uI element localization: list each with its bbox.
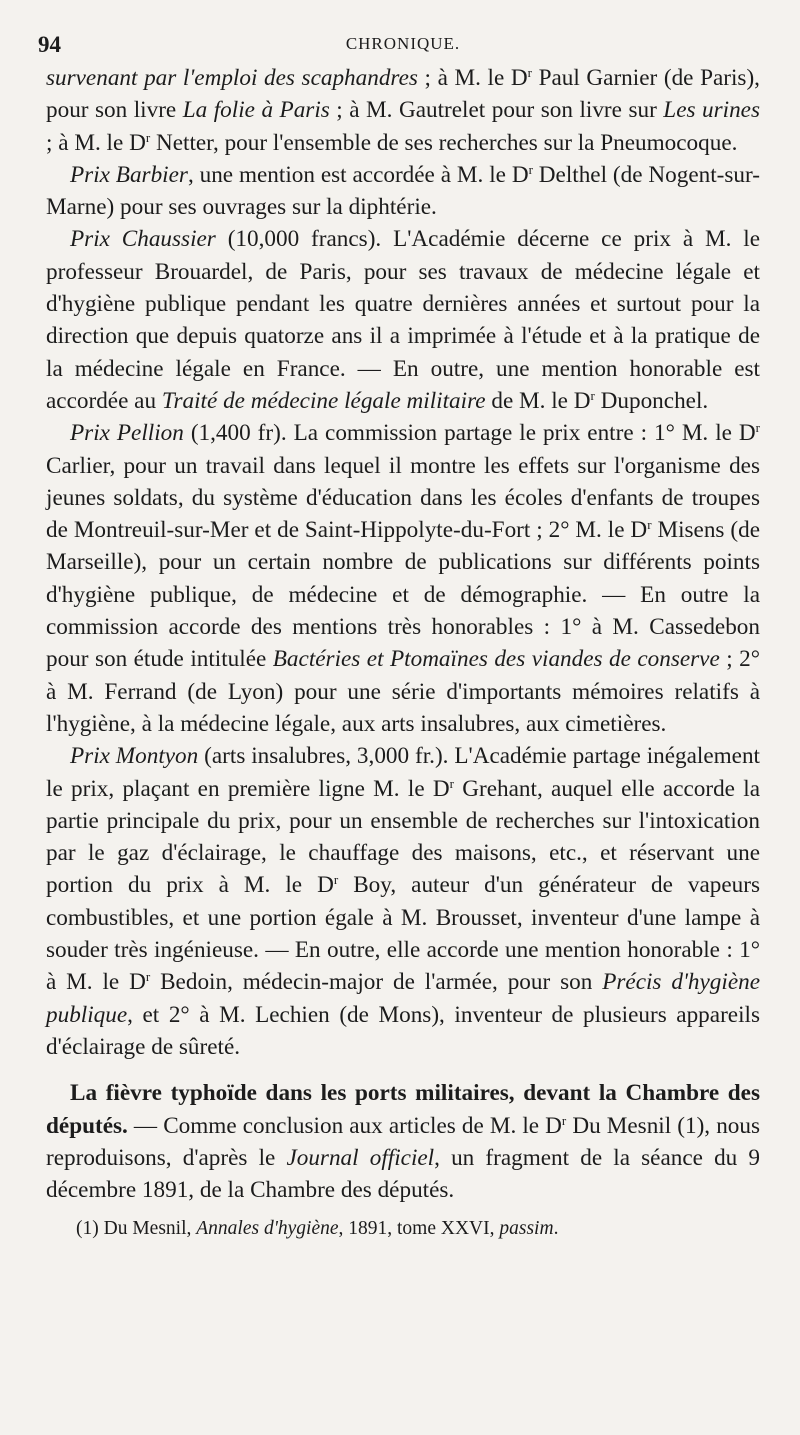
text-run: Grehant, auquel elle accorde la partie principale du prix, pour un ensemble de recherches sur l'intoxication par le gaz d'éclairage, le chauffage des maisons, etc., et réservant une portion du prix à M. le D xyxy=(46,775,760,899)
text-run: (1) Du Mesnil, xyxy=(76,1218,197,1240)
italic-text: Prix Montyon xyxy=(70,743,199,770)
superscript: r xyxy=(527,65,532,80)
text-run: , un fragment de la séance du 9 décembre 1891, de la Chambre des députés. xyxy=(46,1144,760,1204)
page-number: 94 xyxy=(38,32,61,57)
text-run: , et 2° à M. Lechien (de Mons), inventeur de plusieurs appareils d'éclairage de sûreté. xyxy=(46,1001,760,1060)
superscript: r xyxy=(647,517,652,533)
italic-text: Bactéries et Ptomaïnes des viandes de conserve xyxy=(272,646,720,673)
paragraph xyxy=(46,62,760,159)
italic-text: passim xyxy=(499,1218,554,1240)
text-run: — Comme conclusion aux articles de M. le D xyxy=(127,1112,562,1139)
text-run: de M. le D xyxy=(485,387,591,414)
italic-text: Prix Pellion xyxy=(70,420,184,447)
italic-text: La folie à Paris xyxy=(182,97,330,124)
text-run: (arts insalubres, 3,000 fr.). L'Académie partage inégalement le prix, plaçant en première ligne M. le D xyxy=(46,743,760,802)
text-run: Delthel (de Nogent-sur-Marne) pour ses ouvrages sur la diphtérie. xyxy=(46,161,760,221)
superscript: r xyxy=(590,387,595,403)
bold-heading: La fièvre typhoïde dans les ports militaires, devant la Chambre des députés. xyxy=(46,1080,760,1139)
running-title: CHRONIQUE. xyxy=(345,34,461,53)
paragraph xyxy=(46,223,760,417)
superscript: r xyxy=(528,161,533,177)
text-run: Carlier, pour un travail dans lequel il montre les effets sur l'organisme des jeunes soldats, du système d'éducation dans les écoles d'enfants de troupes de Montreuil-sur-Mer et de Saint-Hippolyte-du-Fort ; 2° M. le D xyxy=(46,452,760,544)
italic-text: survenant par l'emploi des scaphandres xyxy=(46,65,418,91)
italic-text: Prix Barbier xyxy=(70,161,188,188)
text-run: . xyxy=(553,1218,559,1240)
text-run: (1,400 fr). La commission partage le prix entre : 1° M. le D xyxy=(183,420,756,447)
section-paragraph xyxy=(46,1077,760,1206)
superscript: r xyxy=(145,129,151,145)
italic-text: Traité de médecine légale militaire xyxy=(161,387,486,414)
text-run: Misens (de Marseille), pour un certain nombre de publications sur différents points d'hygiène publique, de médecine et de démographie. — En outre la commission accorde des mentions très honorables : 1° à M. Cassedebon pour son étude intitulée xyxy=(46,517,760,673)
italic-text: Précis d'hygiène publique xyxy=(46,969,760,1028)
page-header xyxy=(38,26,760,62)
text-run: ; à M. Gautrelet pour son livre sur xyxy=(329,97,664,124)
superscript: r xyxy=(755,420,760,436)
text-run: , une mention est accordée à M. le D xyxy=(187,161,529,188)
superscript: r xyxy=(449,775,454,791)
body-text xyxy=(46,62,760,1206)
text-run: Boy, auteur d'un générateur de vapeurs combustibles, et une portion égale à M. Brousset, inventeur d'une lampe à souder très ingénieuse. — En outre, elle accorde une mention honorable : 1° à M. le D xyxy=(46,872,760,996)
superscript: r xyxy=(333,872,339,888)
text-run: Duponchel. xyxy=(594,387,709,414)
text-run: Bedoin, médecin-major de l'armée, pour son xyxy=(150,969,603,996)
italic-text: Prix Chaussier xyxy=(70,226,216,253)
text-run: Du Mesnil (1), nous reproduisons, d'après le xyxy=(46,1112,760,1171)
superscript: r xyxy=(145,969,151,985)
text-run: Paul Garnier (de Paris), pour son livre xyxy=(46,65,760,124)
italic-text: Journal officiel xyxy=(286,1144,435,1171)
text-run: Netter, pour l'ensemble de ses recherches sur la Pneumocoque. xyxy=(150,129,738,156)
footnote xyxy=(46,1216,760,1242)
italic-text: Les urines xyxy=(663,97,760,124)
text-run: ; 2° à M. Ferrand (de Lyon) pour une série d'importants mémoires relatifs à l'hygiène, à la médecine légale, aux arts insalubres, aux cimetières. xyxy=(46,646,760,737)
text-run: , 1891, tome XXVI, xyxy=(338,1218,500,1240)
italic-text: Annales d'hygiène xyxy=(196,1218,339,1240)
paragraph xyxy=(46,159,760,224)
text-run: ; à M. le D xyxy=(417,65,528,91)
footnote-separator xyxy=(46,1206,760,1216)
paragraph xyxy=(46,417,760,740)
superscript: r xyxy=(561,1112,567,1128)
paragraph xyxy=(46,740,760,1063)
text-run: ; à M. le D xyxy=(46,129,146,156)
text-run: (10,000 francs). L'Académie décerne ce prix à M. le professeur Brouardel, de Paris, pour ses travaux de médecine légale et d'hygiène publique pendant les quatre dernières années et surtout pour la direction que depuis quatorze ans il a imprimée à l'étude et à la pratique de la médecine légale en France. — En outre, une mention honorable est accordée au xyxy=(46,226,760,414)
